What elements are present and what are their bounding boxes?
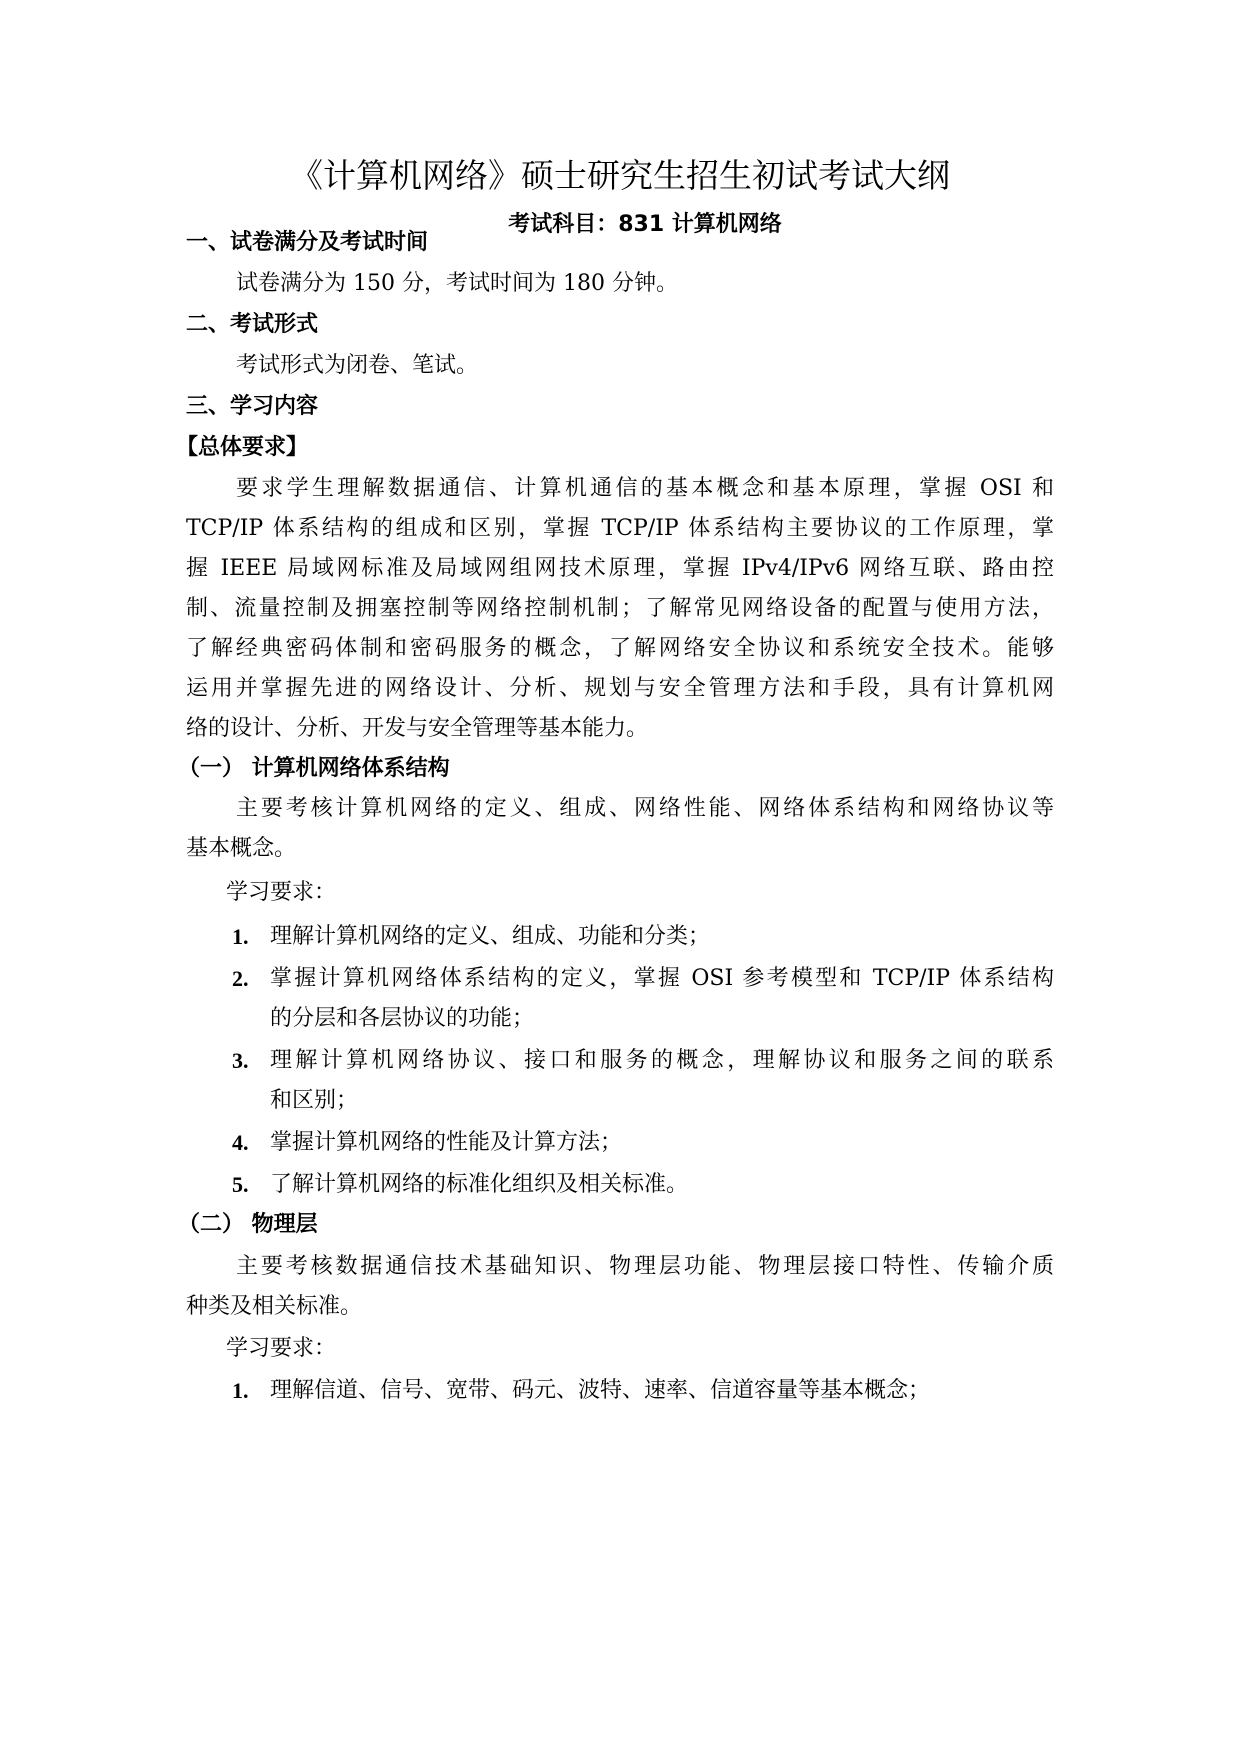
- list-item-number: 4.: [232, 1130, 249, 1155]
- chapter-intro-line: 主要考核计算机网络的定义、组成、网络性能、网络体系结构和网络协议等: [236, 796, 1054, 821]
- list-item-number: 2.: [232, 966, 249, 991]
- list-item-text-cont: 和区别；: [270, 1088, 359, 1113]
- overall-line: 制、流量控制及拥塞控制等网络控制机制；了解常见网络设备的配置与使用方法，: [186, 596, 1054, 621]
- list-item-text-cont: 的分层和各层协议的功能；: [270, 1006, 535, 1031]
- overall-requirements-heading: 【总体要求】: [176, 435, 309, 460]
- list-item-text: 了解计算机网络的标准化组织及相关标准。: [270, 1172, 689, 1197]
- list-item-number: 3.: [232, 1048, 249, 1073]
- list-item-text: 掌握计算机网络体系结构的定义，掌握 OSI 参考模型和 TCP/IP 体系结构: [270, 966, 1054, 991]
- overall-line: 要求学生理解数据通信、计算机通信的基本概念和基本原理，掌握 OSI 和: [236, 476, 1054, 501]
- section-heading-score-time: 一、试卷满分及考试时间: [186, 230, 429, 255]
- study-requirements-label: 学习要求：: [226, 1336, 337, 1361]
- document-title: 《计算机网络》硕士研究生招生初试考试大纲: [290, 156, 950, 195]
- list-item-text: 理解信道、信号、宽带、码元、波特、速率、信道容量等基本概念；: [270, 1378, 931, 1403]
- chapter-heading-architecture: （一） 计算机网络体系结构: [178, 756, 450, 781]
- list-item-text: 掌握计算机网络的性能及计算方法；: [270, 1130, 623, 1155]
- chapter-heading-physical-layer: （二） 物理层: [178, 1212, 318, 1237]
- list-item-number: 1.: [232, 924, 249, 949]
- study-requirements-label: 学习要求：: [226, 880, 337, 905]
- overall-line: 了解经典密码体制和密码服务的概念，了解网络安全协议和系统安全技术。能够: [186, 636, 1054, 661]
- list-item-text: 理解计算机网络的定义、组成、功能和分类；: [270, 924, 711, 949]
- overall-line: 握 IEEE 局域网标准及局域网组网技术原理，掌握 IPv4/IPv6 网络互联、路由控: [186, 556, 1054, 581]
- list-item-number: 1.: [232, 1378, 249, 1403]
- list-item-text: 理解计算机网络协议、接口和服务的概念，理解协议和服务之间的联系: [270, 1048, 1054, 1073]
- section-body-exam-form: 考试形式为闭卷、笔试。: [236, 353, 479, 378]
- chapter-intro-line: 主要考核数据通信技术基础知识、物理层功能、物理层接口特性、传输介质: [236, 1254, 1054, 1279]
- list-item-number: 5.: [232, 1172, 249, 1197]
- overall-line: 运用并掌握先进的网络设计、分析、规划与安全管理方法和手段，具有计算机网: [186, 676, 1054, 701]
- overall-line: 络的设计、分析、开发与安全管理等基本能力。: [186, 716, 649, 741]
- section-heading-exam-form: 二、考试形式: [186, 312, 319, 337]
- chapter-intro-line: 基本概念。: [186, 836, 297, 861]
- overall-line: TCP/IP 体系结构的组成和区别，掌握 TCP/IP 体系结构主要协议的工作原理，掌: [186, 516, 1054, 541]
- section-heading-study-content: 三、学习内容: [186, 394, 319, 419]
- exam-subject: 考试科目：831 计算机网络: [508, 212, 782, 237]
- chapter-intro-line: 种类及相关标准。: [186, 1294, 363, 1319]
- section-body-score-time: 试卷满分为 150 分，考试时间为 180 分钟。: [236, 271, 678, 296]
